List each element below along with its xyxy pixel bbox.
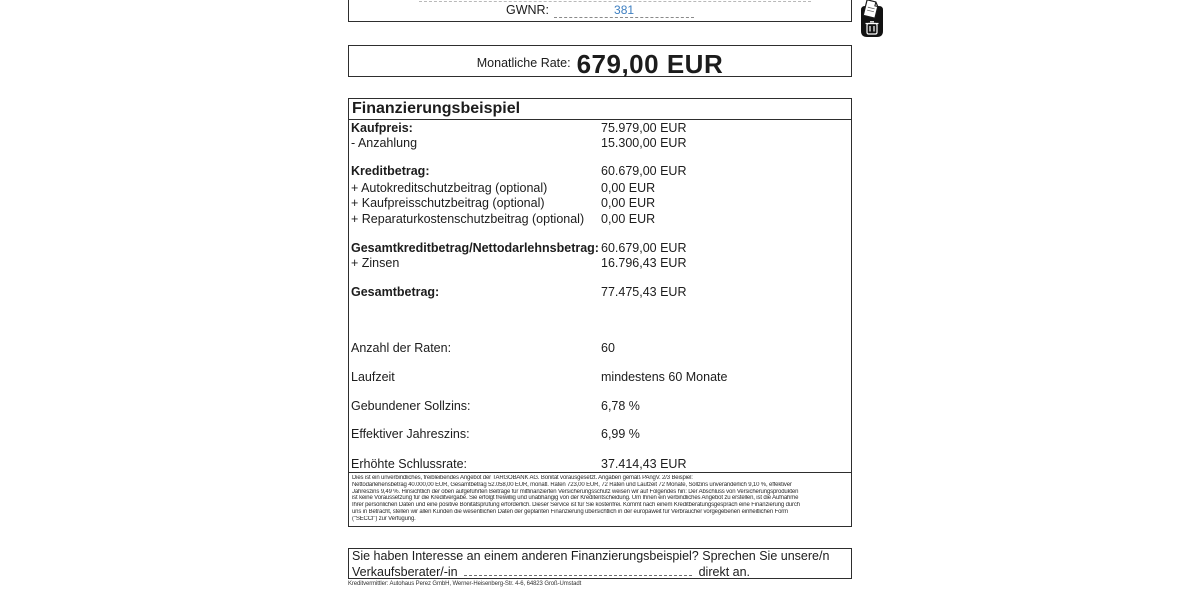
- row-label: - Anzahlung: [351, 136, 418, 150]
- row-label: Effektiver Jahreszins:: [351, 427, 470, 441]
- row-label: Laufzeit: [351, 370, 395, 384]
- monthly-rate-label: Monatliche Rate:: [476, 56, 571, 70]
- fine-print-line: uns in Betracht, stellen wir allen Kunden die wesentlichen Daten der geplanten Finanzierung übersichtlich in der europaweit für Verbraucher vorgegebenen einheitlichen Form: [352, 508, 788, 515]
- row-value: 0,00 EUR: [601, 212, 656, 226]
- fine-print-line: Ihrer persönlichen Daten und eine positive Bonitätsprüfung erforderlich. Dieser Service ist für Sie kostenfrei. Kommt nach einem Kreditberatungsgespräch eine Finanzierung durch: [352, 502, 800, 509]
- row-label: Gesamtbetrag:: [351, 285, 440, 299]
- row-value: 6,78 %: [601, 399, 640, 413]
- row-label: Gesamtkreditbetrag/Nettodarlehnsbetrag:: [351, 241, 599, 255]
- table-row: [351, 181, 848, 196]
- gwnr-field[interactable]: [554, 4, 694, 18]
- table-row: [351, 285, 848, 300]
- table-row: [351, 241, 848, 256]
- table-row: [351, 457, 848, 472]
- cutoff-line-remnant: [419, 1, 811, 2]
- fine-print-line: Nettodarlehensbetrag 40.000,00 EUR, Gesamtbetrag 52.058,00 EUR, monatl. Raten 723,00 EUR, 72 Raten und Laufzeit 72 Monate, Sollzins unveränderlich 9,10 %, effektiver: [352, 481, 792, 488]
- row-value: 77.475,43 EUR: [601, 285, 687, 299]
- gwnr-value[interactable]: 381: [614, 3, 635, 17]
- fine-print-line: ist keine Voraussetzung für die Kreditvergabe. Sie erfolgt freiwillig und unabhängig von der Kreditentscheidung. Um Ihnen ein verbindliches Angebot zu erstellen, ist die Aufnahme: [352, 495, 799, 502]
- gwnr-label: GWNR:: [505, 3, 550, 17]
- row-value: 60.679,00 EUR: [601, 164, 687, 178]
- fine-print-line: Jahreszins 9,49 %. Hinsichtlich der oben aufgeführten Beiträge für mitfinanzierten Versicherungsschutz weisen wir auf Folgendes hin: Der Abschluss von Versicherungsprodukten: [352, 488, 799, 495]
- table-row: [351, 399, 848, 414]
- financing-title: Finanzierungsbeispiel: [349, 99, 851, 120]
- row-label: + Zinsen: [351, 256, 400, 270]
- row-label: + Kaufpreisschutzbeitrag (optional): [351, 196, 545, 210]
- monthly-rate-value: 679,00 EUR: [576, 49, 724, 79]
- table-row: [351, 121, 848, 136]
- fine-print-line: Dies ist ein unverbindliches, freibleibendes Angebot der TARGOBANK AG. Bonität vorausgesetzt. Angaben gemäß PAngV. 2/3 Beispiel:: [352, 475, 693, 481]
- interest-box: [348, 548, 852, 579]
- row-value: 16.796,43 EUR: [601, 256, 687, 270]
- table-row: [351, 136, 848, 151]
- salesperson-blank-field[interactable]: [464, 564, 692, 576]
- row-label: + Autokreditschutzbeitrag (optional): [351, 181, 548, 195]
- financing-example-box: [348, 98, 852, 527]
- row-value: 15.300,00 EUR: [601, 136, 687, 150]
- monthly-rate-box: [348, 45, 852, 77]
- table-row: [351, 212, 848, 227]
- row-label: Kreditbetrag:: [351, 164, 430, 178]
- fine-print: [349, 472, 851, 526]
- table-row: [351, 427, 848, 442]
- row-value: 6,99 %: [601, 427, 640, 441]
- row-value: 37.414,43 EUR: [601, 457, 687, 471]
- footer-credit-broker: Kreditvermittler: Autohaus Perez GmbH, Werner-Heisenberg-Str. 4-6, 64823 Groß-Umstadt: [348, 581, 582, 587]
- table-row: [351, 196, 848, 211]
- row-label: Gebundener Sollzins:: [351, 399, 471, 413]
- row-label: Erhöhte Schlussrate:: [351, 457, 468, 471]
- row-value: 60.679,00 EUR: [601, 241, 687, 255]
- row-label: + Reparaturkostenschutzbeitrag (optional): [351, 212, 585, 226]
- gwnr-box: [348, 0, 852, 22]
- row-value: mindestens 60 Monate: [601, 370, 728, 384]
- table-row: [351, 256, 848, 271]
- row-value: 60: [601, 341, 615, 355]
- row-label: Anzahl der Raten:: [351, 341, 452, 355]
- fine-print-line: ("SECCI") zur Verfügung.: [352, 515, 416, 522]
- document-trash-icon[interactable]: [858, 0, 886, 40]
- row-value: 75.979,00 EUR: [601, 121, 687, 135]
- row-value: 0,00 EUR: [601, 196, 656, 210]
- financing-rows: [349, 120, 851, 472]
- interest-line2-suffix: direkt an.: [698, 565, 751, 579]
- table-row: [351, 164, 848, 179]
- interest-line2-prefix: Verkaufsberater/-in: [352, 565, 458, 579]
- table-row: [351, 370, 848, 385]
- interest-line1: Sie haben Interesse an einem anderen Finanzierungsbeispiel? Sprechen Sie unsere/n: [352, 549, 830, 563]
- row-label: Kaufpreis:: [351, 121, 413, 135]
- table-row: [351, 341, 848, 356]
- row-value: 0,00 EUR: [601, 181, 656, 195]
